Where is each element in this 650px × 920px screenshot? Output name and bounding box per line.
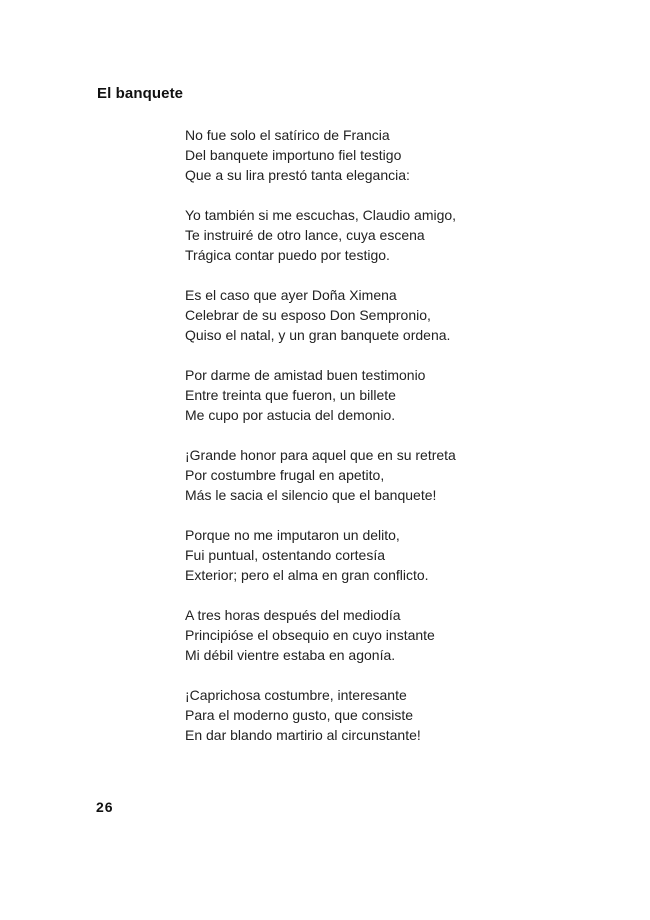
verse-line: Trágica contar puedo por testigo. bbox=[185, 247, 390, 263]
verse-line: Principióse el obsequio en cuyo instante bbox=[185, 627, 435, 643]
verse-line: Porque no me imputaron un delito, bbox=[185, 527, 400, 543]
page-number: 26 bbox=[96, 799, 114, 815]
stanza bbox=[185, 125, 625, 185]
stanza bbox=[185, 525, 625, 585]
stanza bbox=[185, 445, 625, 505]
verse-line: A tres horas después del mediodía bbox=[185, 607, 401, 623]
verse-line: No fue solo el satírico de Francia bbox=[185, 127, 390, 143]
verse-line: Quiso el natal, y un gran banquete ordena. bbox=[185, 327, 451, 343]
verse-line: Por costumbre frugal en apetito, bbox=[185, 467, 385, 483]
verse-line: Para el moderno gusto, que consiste bbox=[185, 707, 414, 723]
verse-line: Fui puntual, ostentando cortesía bbox=[185, 547, 386, 563]
verse-line: Entre treinta que fueron, un billete bbox=[185, 387, 396, 403]
poem-body bbox=[185, 125, 625, 765]
verse-line: ¡Caprichosa costumbre, interesante bbox=[185, 687, 407, 703]
stanza bbox=[185, 605, 625, 665]
verse-line: Mi débil vientre estaba en agonía. bbox=[185, 647, 396, 663]
verse-line: Celebrar de su esposo Don Sempronio, bbox=[185, 307, 431, 323]
verse-line: Te instruiré de otro lance, cuya escena bbox=[185, 227, 425, 243]
stanza bbox=[185, 365, 625, 425]
verse-line: Por darme de amistad buen testimonio bbox=[185, 367, 426, 383]
verse-line: Del banquete importuno fiel testigo bbox=[185, 147, 402, 163]
stanza bbox=[185, 285, 625, 345]
verse-line: Exterior; pero el alma en gran conflicto. bbox=[185, 567, 429, 583]
verse-line: ¡Grande honor para aquel que en su retreta bbox=[185, 447, 456, 463]
verse-line: Que a su lira prestó tanta elegancia: bbox=[185, 167, 410, 183]
stanza bbox=[185, 685, 625, 745]
verse-line: Es el caso que ayer Doña Ximena bbox=[185, 287, 397, 303]
verse-line: En dar blando martirio al circunstante! bbox=[185, 727, 421, 743]
verse-line: Me cupo por astucia del demonio. bbox=[185, 407, 396, 423]
verse-line: Yo también si me escuchas, Claudio amigo, bbox=[185, 207, 457, 223]
verse-line: Más le sacia el silencio que el banquete! bbox=[185, 487, 437, 503]
poem-title: El banquete bbox=[97, 85, 184, 102]
stanza bbox=[185, 205, 625, 265]
